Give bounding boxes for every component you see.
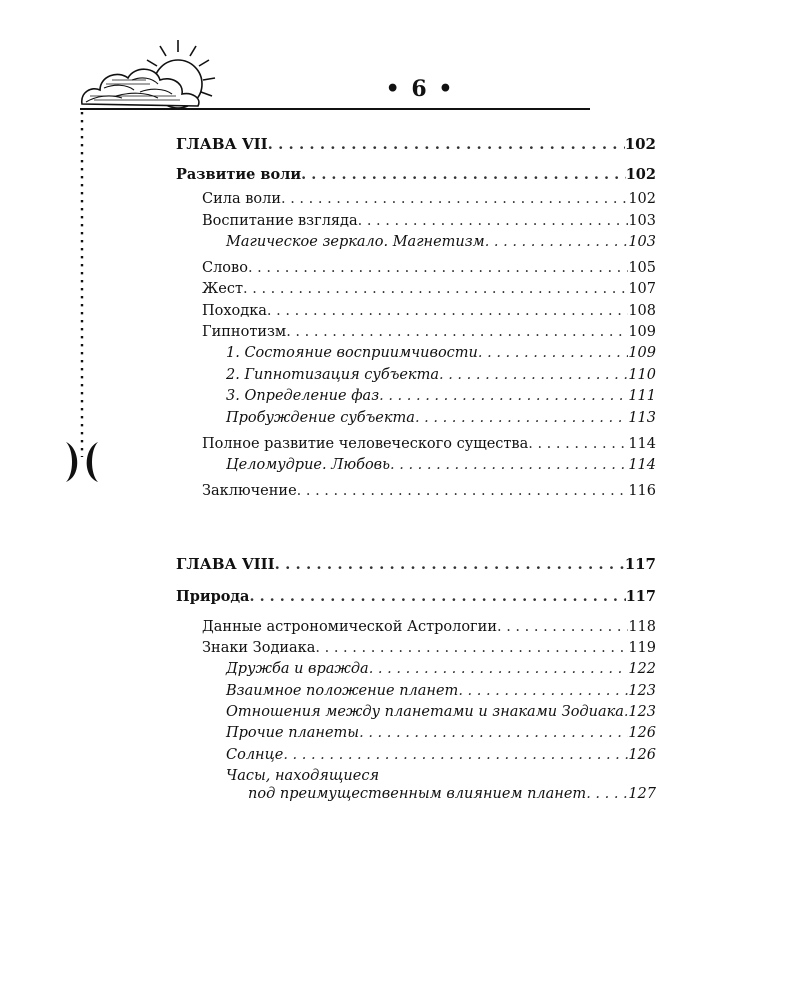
toc-entry[interactable]: Магическое зеркало. Магнетизм . . . 103 [226, 234, 656, 251]
toc-entry[interactable]: Солнце . . . 126 [226, 747, 656, 764]
toc-entry[interactable]: Сила воли . . . 102 [202, 191, 656, 208]
toc-entry[interactable]: Заключение . . . 116 [202, 483, 656, 500]
toc-entry[interactable]: Данные астрономической Астрологии . . . 118 [202, 619, 656, 636]
toc-entry[interactable]: 1. Состояние восприимчивости . . . 109 [226, 345, 656, 362]
toc-entry[interactable]: Пробуждение субъекта . . . 113 [226, 410, 656, 427]
dotted-margin-line [80, 112, 84, 457]
toc-entry[interactable]: Отношения между планетами и знаками Зодиака . . . 123 [226, 704, 656, 721]
toc-entry[interactable]: Целомудрие. Любовь . . . 114 [226, 457, 656, 474]
toc-chapter-8[interactable]: ГЛАВА VIII . . . 117 [176, 556, 656, 573]
toc-entry[interactable]: Прочие планеты . . . 126 [226, 725, 656, 742]
toc-entry[interactable]: Походка . . . 108 [202, 303, 656, 320]
toc-entry[interactable]: 3. Определение фаз . . . 111 [226, 388, 656, 405]
page-number: • 6 • [385, 76, 455, 102]
toc-entry[interactable]: Знаки Зодиака . . . 119 [202, 640, 656, 657]
toc-entry[interactable]: под преимущественным влиянием планет . . . 127 [248, 786, 656, 803]
toc-section-nature[interactable]: Природа . . . 117 [176, 588, 656, 605]
toc-entry[interactable]: Слово . . . 105 [202, 260, 656, 277]
toc-entry[interactable]: Взаимное положение планет . . . 123 [226, 683, 656, 700]
header-rule [80, 108, 590, 110]
toc-entry[interactable]: Гипнотизм . . . 109 [202, 324, 656, 341]
sun-clouds-ornament [0, 0, 260, 115]
crescent-moon-ornament [62, 440, 102, 484]
toc-entry[interactable]: Воспитание взгляда . . . 103 [202, 213, 656, 230]
toc-chapter-7[interactable]: ГЛАВА VII . . . 102 [176, 136, 656, 153]
toc-entry[interactable]: Полное развитие человеческого существа . . . 114 [202, 436, 656, 453]
toc-section-will-development[interactable]: Развитие воли . . . 102 [176, 166, 656, 183]
toc-entry[interactable]: 2. Гипнотизация субъекта . . . 110 [226, 367, 656, 384]
toc-entry[interactable]: Дружба и вражда . . . 122 [226, 661, 656, 678]
toc-entry[interactable]: Жест . . . 107 [202, 281, 656, 298]
page-header [0, 0, 800, 130]
toc-entry-line[interactable]: Часы, находящиеся [226, 768, 380, 784]
